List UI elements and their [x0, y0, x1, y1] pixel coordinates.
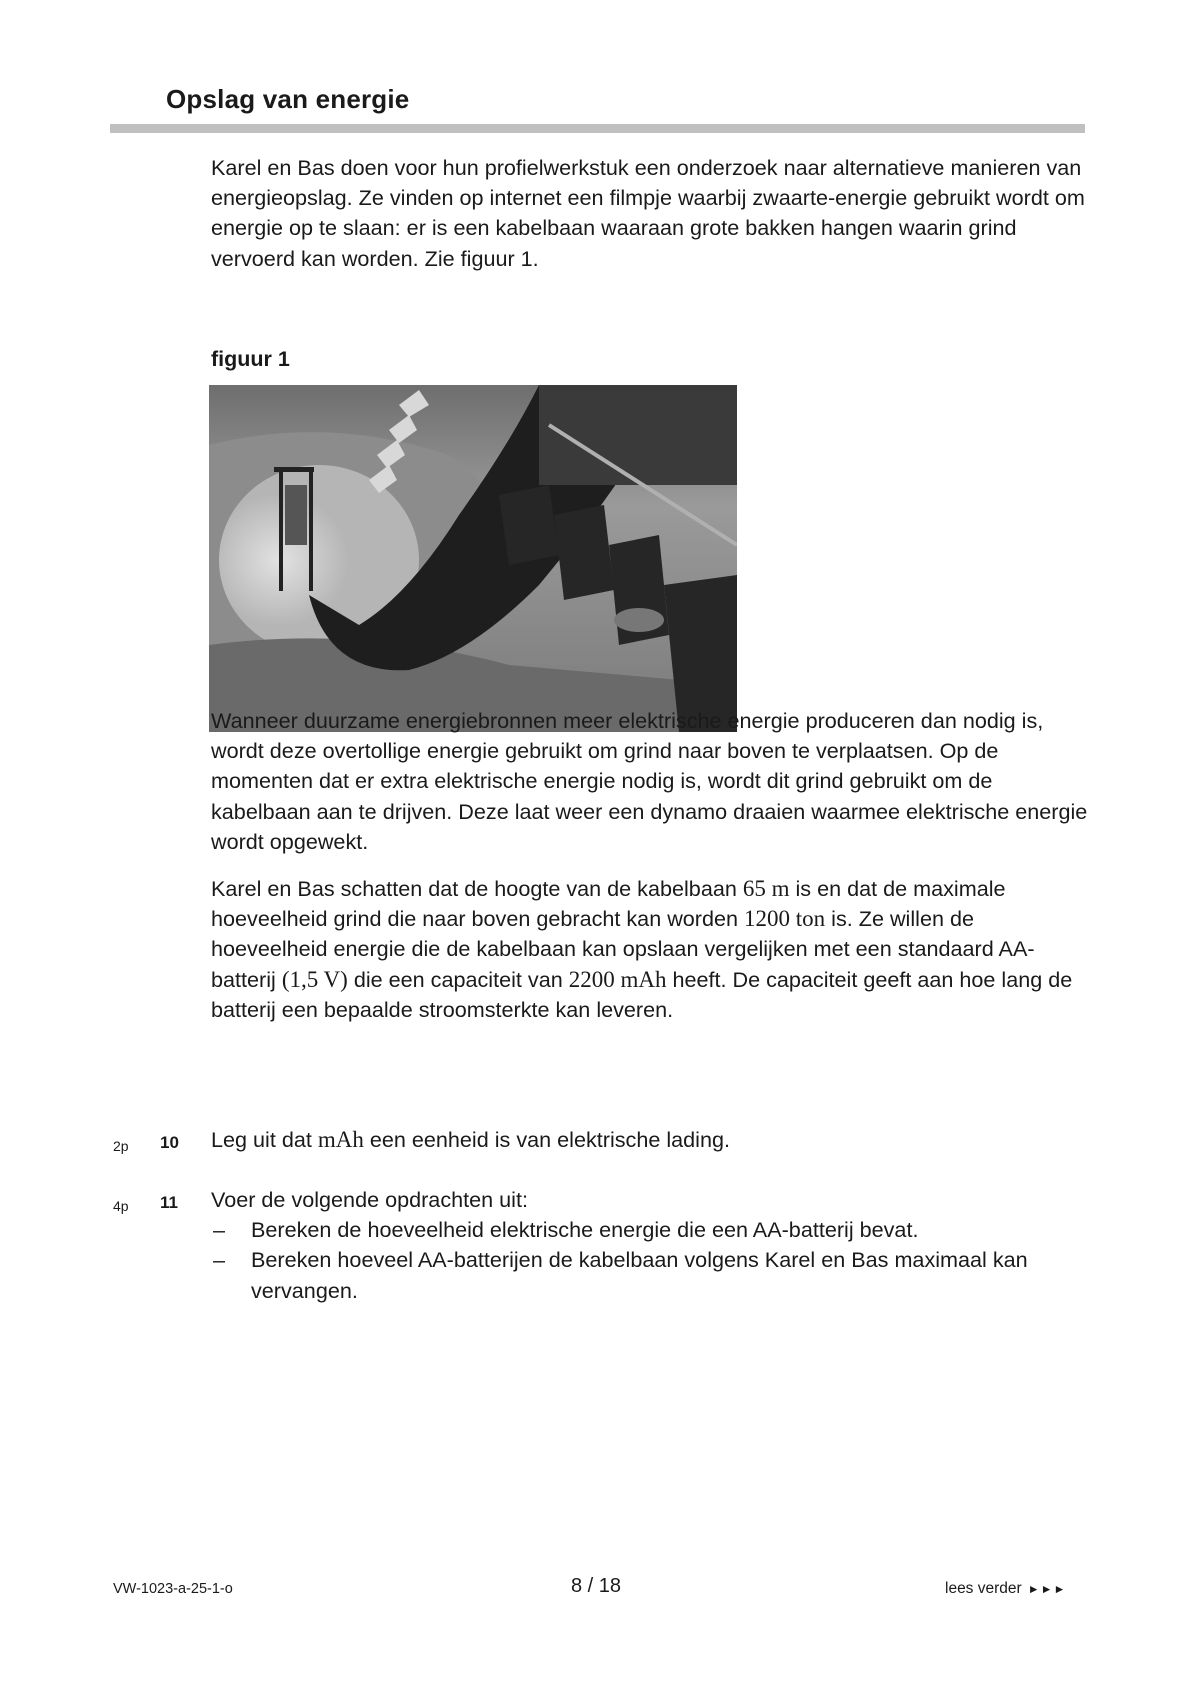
task-text: Bereken hoeveel AA-batterijen de kabelbaan volgens Karel en Bas maximaal kan vervangen. — [251, 1247, 1028, 1303]
section-title: Opslag van energie — [166, 84, 410, 114]
figure-label: figuur 1 — [211, 347, 290, 371]
intro-text: Karel en Bas doen voor hun profielwerkstuk een onderzoek naar alternatieve manieren van energieopslag. Ze vinden op internet een filmpje waarbij zwaarte-energie gebruikt wordt om energie op te slaan: er is een kabelbaan waaraan grote bakken hangen waarin grind vervoerd kan worden. Zie figuur 1. — [211, 155, 1085, 271]
tower — [279, 471, 283, 591]
title-divider — [110, 124, 1085, 133]
paragraph-2 — [211, 706, 1091, 857]
continue-label: lees verder — [945, 1580, 1022, 1597]
question-points: 2p — [113, 1138, 129, 1154]
continue-indicator — [945, 1580, 1066, 1598]
text-segment: een eenheid is van elektrische lading. — [363, 1127, 730, 1152]
task-list — [211, 1215, 1091, 1306]
exam-code: VW-1023-a-25-1-o — [113, 1581, 233, 1597]
text-segment: die een capaciteit van — [347, 966, 569, 992]
question-instruction: Voer de volgende opdrachten uit: — [211, 1187, 528, 1212]
page-number: 8 / 18 — [571, 1575, 622, 1597]
unit-symbol: mAh — [317, 1127, 364, 1152]
voltage-value: (1,5 V) — [281, 966, 348, 992]
paragraph-2-text: Wanneer duurzame energiebronnen meer elektrische energie produceren dan nodig is, wordt deze overtollige energie gebruikt om grind naar boven te verplaatsen. Op de momenten dat er extra elektrische energie nodig is, wordt dit grind gebruikt om de kabelbaan aan te drijven. Deze laat weer een dynamo draaien waarmee elektrische energie wordt opgewekt. — [211, 708, 1088, 854]
text-segment: is en dat de maximale hoeveelheid grind die naar boven gebracht kan worden — [211, 876, 1006, 932]
text-segment: Karel en Bas schatten dat de hoogte van de kabelbaan — [211, 876, 743, 901]
cable-station — [539, 385, 737, 485]
paragraph-3 — [211, 874, 1091, 1025]
mass-value: 1200 ton — [744, 906, 826, 932]
capacity-value: 2200 mAh — [568, 966, 667, 992]
figure-photo — [209, 385, 737, 732]
question-text — [211, 1185, 1091, 1306]
task-item — [211, 1215, 1091, 1245]
dash-bullet: – — [213, 1247, 226, 1273]
text-segment: Leg uit dat — [211, 1127, 318, 1152]
gravel — [614, 608, 664, 632]
cable-car-photo — [209, 385, 737, 732]
question-number: 11 — [160, 1193, 178, 1212]
intro-paragraph — [211, 153, 1091, 274]
triple-arrow-icon: ►►► — [1027, 1582, 1067, 1596]
text-segment: heeft. De capaciteit geeft aan hoe lang de batterij een bepaalde stroomsterkte kan leveren. — [211, 966, 1073, 1022]
question-points: 4p — [113, 1198, 129, 1214]
task-text: Bereken de hoeveelheid elektrische energie die een AA-batterij bevat. — [251, 1217, 919, 1243]
paragraph-3-text — [211, 874, 1091, 1025]
text-segment: is. Ze willen de hoeveelheid energie die de kabelbaan kan opslaan vergelijken met een standaard AA-batterij — [211, 906, 1035, 992]
question-number: 10 — [160, 1133, 179, 1152]
dash-bullet: – — [213, 1217, 226, 1243]
task-item — [211, 1245, 1091, 1305]
question-text — [211, 1125, 1091, 1155]
height-value: 65 m — [742, 876, 790, 901]
